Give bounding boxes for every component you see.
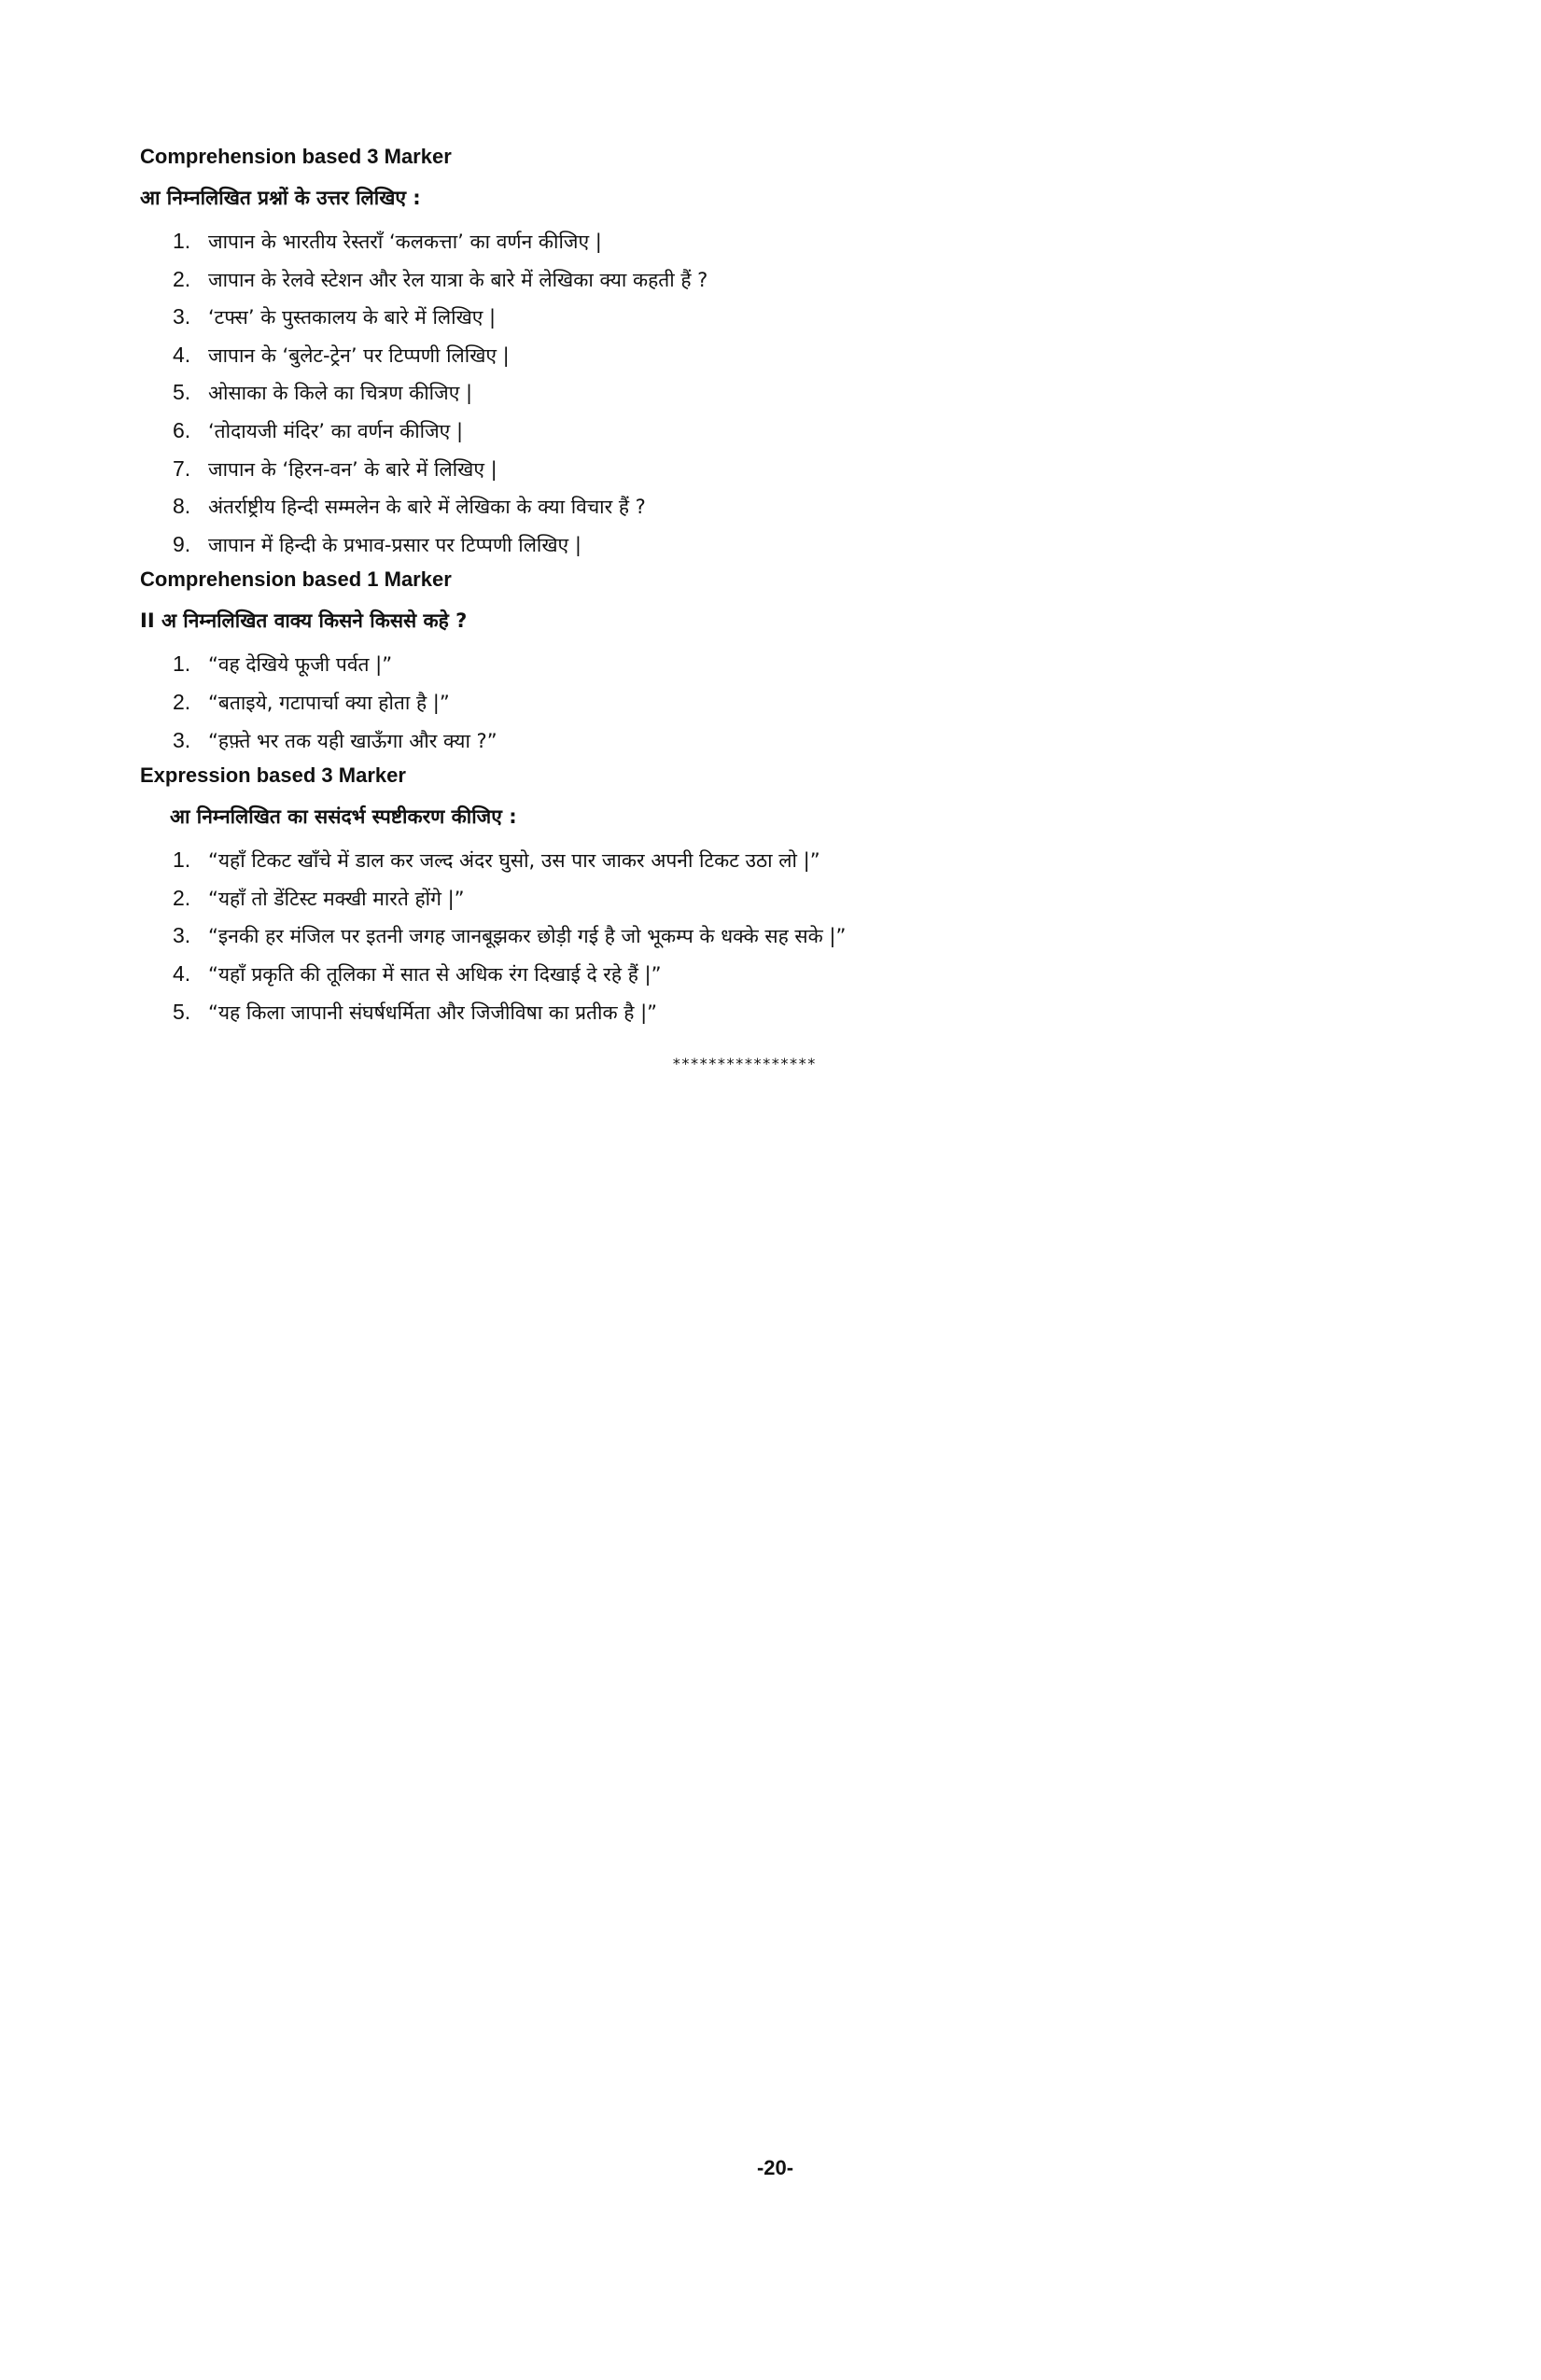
question-text: “यहाँ टिकट खाँचे में डाल कर जल्द अंदर घुसो, उस पार जाकर अपनी टिकट उठा लो |”	[208, 849, 820, 873]
document-content	[140, 142, 1428, 1032]
section-heading-comprehension-3: Comprehension based 3 Marker	[140, 145, 452, 168]
question-item	[140, 413, 1428, 452]
question-text: अंतर्राष्ट्रीय हिन्दी सम्मलेन के बारे में लेखिका के क्या विचार हैं ?	[208, 496, 646, 519]
question-list-expression-3	[140, 843, 1428, 1032]
section-instruction-who-said: II अ निम्नलिखित वाक्य किसने किससे कहे ?	[140, 609, 468, 633]
question-item	[140, 489, 1428, 527]
question-item	[140, 224, 1428, 262]
question-number: 6.	[173, 417, 191, 442]
question-text: ‘तोदायजी मंदिर’ का वर्णन कीजिए |	[208, 419, 464, 442]
question-item	[140, 995, 1428, 1033]
question-item	[140, 262, 1428, 301]
question-item	[140, 881, 1428, 919]
question-item	[140, 723, 1428, 762]
question-text: ‘टफ्स’ के पुस्तकालय के बारे में लिखिए |	[208, 306, 497, 329]
question-text: “बताइये, गटापार्चा क्या होता है |”	[208, 691, 450, 714]
question-number: 7.	[173, 455, 191, 481]
question-number: 9.	[173, 531, 191, 556]
section-instruction-answer-questions: आ निम्नलिखित प्रश्नों के उत्तर लिखिए :	[140, 187, 421, 209]
question-item	[140, 338, 1428, 376]
question-text: “इनकी हर मंजिल पर इतनी जगह जानबूझकर छोड़ी गई है जो भूकम्प के धक्के सह सके |”	[208, 925, 847, 948]
question-text: जापान के भारतीय रेस्तराँ ‘कलकत्ता’ का वर्णन कीजिए |	[208, 231, 602, 253]
question-item	[140, 647, 1428, 685]
question-list-comprehension-3	[140, 224, 1428, 565]
question-item	[140, 685, 1428, 723]
question-number: 5.	[173, 380, 191, 405]
section-heading-expression-3: Expression based 3 Marker	[140, 763, 406, 788]
question-number: 8.	[173, 494, 191, 519]
question-item	[140, 957, 1428, 995]
question-item	[140, 843, 1428, 881]
question-text: जापान के ‘बुलेट-ट्रेन’ पर टिप्पणी लिखिए |	[208, 343, 510, 367]
question-number: 3.	[173, 304, 191, 329]
question-text: “यह किला जापानी संघर्षधर्मिता और जिजीविषा का प्रतीक है |”	[208, 1001, 658, 1024]
question-item	[140, 452, 1428, 490]
question-text: ओसाका के किले का चित्रण कीजिए |	[208, 382, 473, 405]
question-number: 1.	[173, 651, 191, 677]
question-number: 2.	[173, 689, 191, 714]
question-item	[140, 300, 1428, 338]
question-text: “यहाँ प्रकृति की तूलिका में सात से अधिक रंग दिखाई दे रहे हैं |”	[208, 962, 662, 986]
question-item	[140, 918, 1428, 957]
question-text: “यहाँ तो डेंटिस्ट मक्खी मारते होंगे |”	[208, 887, 465, 910]
question-text: जापान के ‘हिरन-वन’ के बारे में लिखिए |	[208, 457, 497, 481]
section-heading-comprehension-1: Comprehension based 1 Marker	[140, 567, 452, 592]
question-number: 4.	[173, 342, 191, 367]
question-number: 2.	[173, 266, 191, 291]
question-number: 2.	[173, 885, 191, 910]
section-separator: ****************	[672, 1055, 817, 1072]
question-number: 3.	[173, 727, 191, 752]
question-text: “हफ़्ते भर तक यही खाऊँगा और क्या ?”	[208, 729, 497, 752]
page-number: -20-	[756, 2156, 794, 2179]
question-text: “वह देखिये फूजी पर्वत |”	[208, 653, 393, 677]
question-text: जापान में हिन्दी के प्रभाव-प्रसार पर टिप्पणी लिखिए |	[208, 533, 581, 556]
question-item	[140, 527, 1428, 566]
question-number: 1.	[173, 847, 191, 873]
question-list-comprehension-1	[140, 647, 1428, 761]
question-number: 3.	[173, 923, 191, 948]
question-number: 4.	[173, 960, 191, 986]
section-instruction-explain: आ निम्नलिखित का ससंदर्भ स्पष्टीकरण कीजिए :	[170, 805, 517, 829]
question-number: 1.	[173, 229, 191, 253]
question-item	[140, 375, 1428, 413]
question-number: 5.	[173, 999, 191, 1024]
question-text: जापान के रेलवे स्टेशन और रेल यात्रा के बारे में लेखिका क्या कहती हैं ?	[208, 268, 708, 291]
